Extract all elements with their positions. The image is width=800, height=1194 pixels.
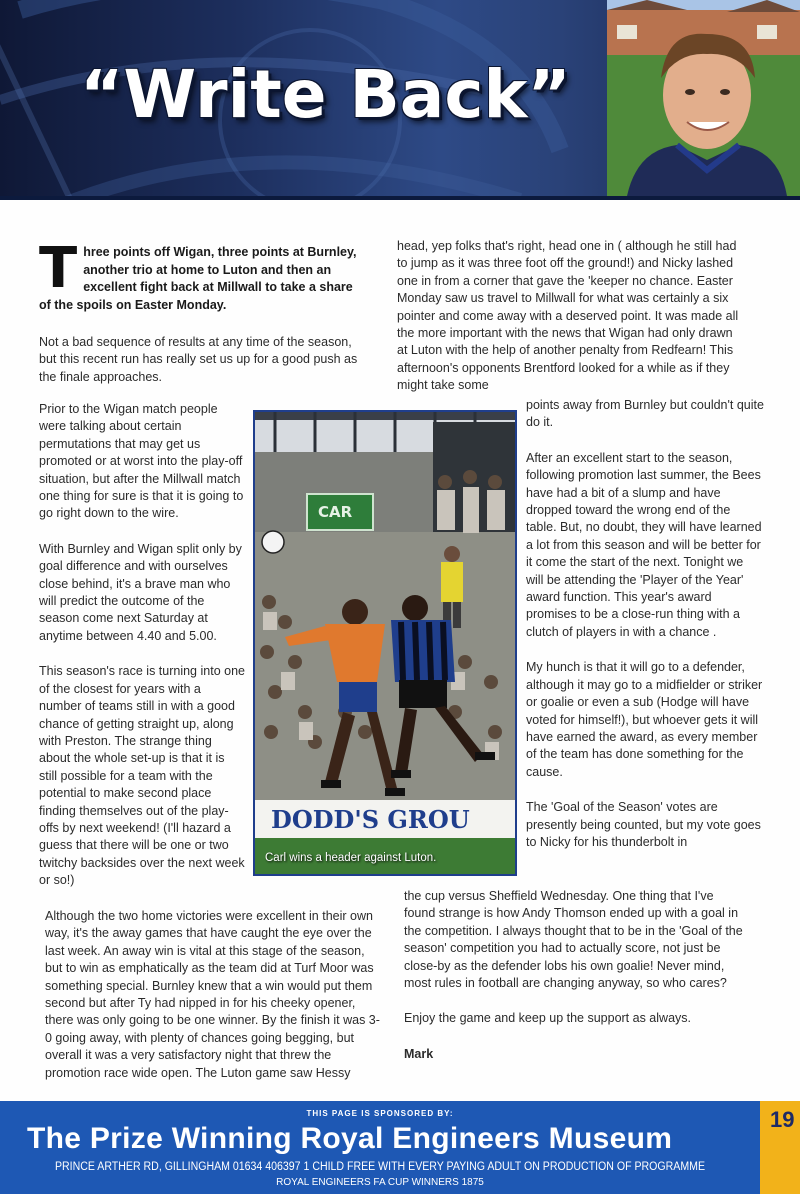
article-paragraph: After an excellent start to the season, following promotion last summer, the Bees have had a bit of a slump and have dropped toward the wrong end of the table. But, no doubt, they will have learned a lot from this season and will be better for it come the start of the next. Tonight we will be attending the 'Player of the Year' award function. This year's award promises to be a close-run thing with a clutch of players in with a chance . [526, 450, 762, 639]
page-number-tab [760, 1101, 800, 1194]
sponsor-banner [0, 1101, 760, 1194]
photo-caption: Carl wins a header against Luton. [265, 852, 437, 864]
article-paragraph: head, yep folks that's right, head one in ( although he still had to jump as it was three foot off the ground!) and Nicky lashed one in from a corner that gave the 'keeper no chance. Easter Monday saw us travel to Millwall for what was certainly a six pointer and come away with a deserved point. It was made all the more important with the news that Wigan had only drawn at Luton with the help of another penalty from Redfearn! This afternoon's opponents Brentford looked for a while as if they might take some [397, 239, 739, 393]
drop-cap: T [39, 236, 78, 301]
sponsor-tagline: ROYAL ENGINEERS FA CUP WINNERS 1875 [276, 1177, 484, 1188]
author-signature: Mark [404, 1046, 434, 1061]
article-left-column-top [39, 236, 361, 404]
match-photo-illustration [255, 412, 517, 876]
article-paragraph: points away from Burnley but couldn't quite do it. [526, 398, 764, 430]
article-paragraph: The 'Goal of the Season' votes are presently being counted, but my vote goes to Nicky for his thunderbolt in [526, 800, 761, 849]
sign-text: CAR [318, 503, 353, 521]
article-paragraph: This season's race is turning into one of the closest for years with a number of teams still in with a good chance of getting straight up, along with Preston. The strange thing about the whole set-up is that it is still possible for a team with the potential to make second place finding themselves out of the play-offs by next weekend! (I'll hazard a guess that there will be one or two twitchy backsides over the next week or so!) [39, 664, 245, 888]
article-right-column-narrow [526, 397, 764, 869]
sponsor-address: PRINCE ARTHER RD, GILLINGHAM 01634 406397 1 CHILD FREE WITH EVERY PAYING ADULT ON PRODUCTION OF PROGRAMME [54, 1161, 706, 1173]
article-paragraph: Although the two home victories were excellent in their own way, it's the away games that have caught the eye over the last week. An away win is vital at this stage of the season, but to win as emphatically as the team did at Turf Moor was something special. Burnley knew that a win would put them second but after Ty had nipped in for his cheeky opener, there was only going to be one winner. By the finish it was 3-0 going away, with plenty of chances going begging, but overall it was a very satisfactory night that threw the promotion race wide open. The Luton game saw Hessy [45, 909, 380, 1080]
author-portrait [607, 0, 800, 196]
page-title: “Write Back” [80, 56, 571, 133]
article-left-column-bottom [45, 908, 381, 1100]
header-rule [0, 196, 800, 200]
advertising-board-text: DODD'S GROU [271, 805, 470, 834]
lead-text: hree points off Wigan, three points at Burnley, another trio at home to Luton and then an excellent fight back at Millwall to take a share of the spoils on Easter Monday. [39, 245, 357, 312]
article-paragraph: Enjoy the game and keep up the support as always. [404, 1011, 691, 1026]
article-right-column-top [397, 238, 741, 413]
article-paragraph: Not a bad sequence of results at any time of the season, but this recent run has really set us up for a good push as the finale approaches. [39, 335, 358, 384]
article-paragraph: With Burnley and Wigan split only by goal difference and with ourselves close behind, it's a brave man who will predict the outcome of the season come next Saturday at anytime between 4.40 and 5.00. [39, 541, 242, 643]
match-photo [253, 410, 517, 876]
article-paragraph: Prior to the Wigan match people were talking about certain permutations that may get us promoted or at worst into the play-off situation, but after the Millwall match one thing for sure is that it is going to go right down to the wire. [39, 402, 244, 521]
article-paragraph: My hunch is that it will go to a defender, although it may go to a midfielder or striker or goalie or even a sub (Hodge will have voted for himself!), but whoever gets it will have earned the award, as every member of the team has done something for the cause. [526, 660, 763, 779]
article-lead [39, 236, 361, 314]
sponsored-by-label: THIS PAGE IS SPONSORED BY: [306, 1109, 454, 1118]
article-right-column-bottom [404, 888, 746, 1081]
article-paragraph: the cup versus Sheffield Wednesday. One thing that I've found strange is how Andy Thomson ended up with a goal in the competition. I always thought that to be in the 'Goal of the season' competition you had to actually score, not just be close-by as the defender lobs his own goalie! Never mind, most rules in football are changing anyway, so who cares? [404, 889, 743, 991]
sponsor-name: The Prize Winning Royal Engineers Museum [27, 1122, 673, 1155]
article-left-column-narrow [39, 401, 245, 908]
page-number: 19 [770, 1107, 795, 1132]
